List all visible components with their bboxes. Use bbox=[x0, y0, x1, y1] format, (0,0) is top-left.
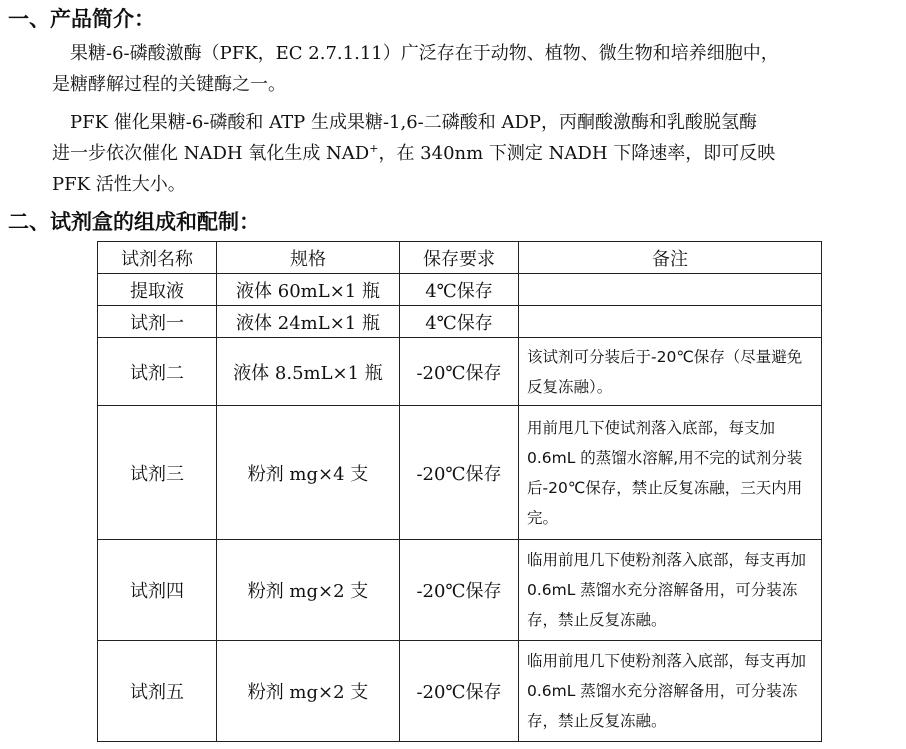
para1-line2: 是糖酵解过程的关键酶之一。 bbox=[52, 74, 286, 95]
table-cell: 4℃保存 bbox=[400, 306, 519, 338]
section-heading-intro: 一、产品简介： bbox=[8, 7, 155, 31]
table-cell: 4℃保存 bbox=[400, 274, 519, 306]
superscript-plus: + bbox=[369, 142, 379, 155]
table-cell: 试剂一 bbox=[98, 306, 217, 338]
table-cell: -20℃保存 bbox=[400, 406, 519, 540]
table-row bbox=[98, 540, 822, 641]
header-cell: 备注 bbox=[519, 242, 822, 274]
table-row bbox=[98, 306, 822, 338]
reagent-table bbox=[97, 241, 822, 742]
header-cell: 规格 bbox=[217, 242, 400, 274]
table-cell: 液体 8.5mL×1 瓶 bbox=[217, 338, 400, 406]
table-cell: 液体 60mL×1 瓶 bbox=[217, 274, 400, 306]
table-cell bbox=[519, 306, 822, 338]
intro-paragraph-2 bbox=[52, 107, 902, 200]
table-cell: -20℃保存 bbox=[400, 338, 519, 406]
table-row bbox=[98, 641, 822, 742]
table-cell: 粉剂 mg×2 支 bbox=[217, 540, 400, 641]
table-cell: 提取液 bbox=[98, 274, 217, 306]
intro-paragraph-1 bbox=[52, 38, 902, 100]
table-header-row bbox=[98, 242, 822, 274]
table-cell: 液体 24mL×1 瓶 bbox=[217, 306, 400, 338]
note-cell: 用前甩几下使试剂落入底部，每支加 0.6mL 的蒸馏水溶解,用不完的试剂分装后-20℃保存，禁止反复冻融，三天内用完。 bbox=[519, 406, 822, 540]
table-cell: -20℃保存 bbox=[400, 641, 519, 742]
note-cell: 临用前甩几下使粉剂落入底部，每支再加 0.6mL 蒸馏水充分溶解备用，可分装冻存，禁止反复冻融。 bbox=[519, 540, 822, 641]
table-row bbox=[98, 338, 822, 406]
header-cell: 保存要求 bbox=[400, 242, 519, 274]
section-heading-kit: 二、试剂盒的组成和配制： bbox=[8, 210, 260, 234]
note-cell: 临用前甩几下使粉剂落入底部，每支再加 0.6mL 蒸馏水充分溶解备用，可分装冻存，禁止反复冻融。 bbox=[519, 641, 822, 742]
table-cell: 试剂二 bbox=[98, 338, 217, 406]
table-row bbox=[98, 406, 822, 540]
table-cell bbox=[519, 274, 822, 306]
header-cell: 试剂名称 bbox=[98, 242, 217, 274]
para2-line2b: ，在 340nm 下测定 NADH 下降速率，即可反映 bbox=[378, 143, 776, 164]
table-row bbox=[98, 274, 822, 306]
table-cell: 试剂三 bbox=[98, 406, 217, 540]
table-cell: 试剂四 bbox=[98, 540, 217, 641]
para1-line1: 果糖-6-磷酸激酶（PFK，EC 2.7.1.11）广泛存在于动物、植物、微生物和培养细胞中， bbox=[70, 43, 779, 64]
para2-line1: PFK 催化果糖-6-磷酸和 ATP 生成果糖-1,6-二磷酸和 ADP，丙酮酸激酶和乳酸脱氢酶 bbox=[70, 112, 758, 133]
table-cell: 粉剂 mg×2 支 bbox=[217, 641, 400, 742]
note-cell: 该试剂可分装后于-20℃保存（尽量避免反复冻融）。 bbox=[519, 338, 822, 406]
para2-line3: PFK 活性大小。 bbox=[52, 174, 186, 195]
table-cell: -20℃保存 bbox=[400, 540, 519, 641]
para2-line2a: 进一步依次催化 NADH 氧化生成 NAD bbox=[52, 143, 370, 164]
table-cell: 粉剂 mg×4 支 bbox=[217, 406, 400, 540]
table-cell: 试剂五 bbox=[98, 641, 217, 742]
